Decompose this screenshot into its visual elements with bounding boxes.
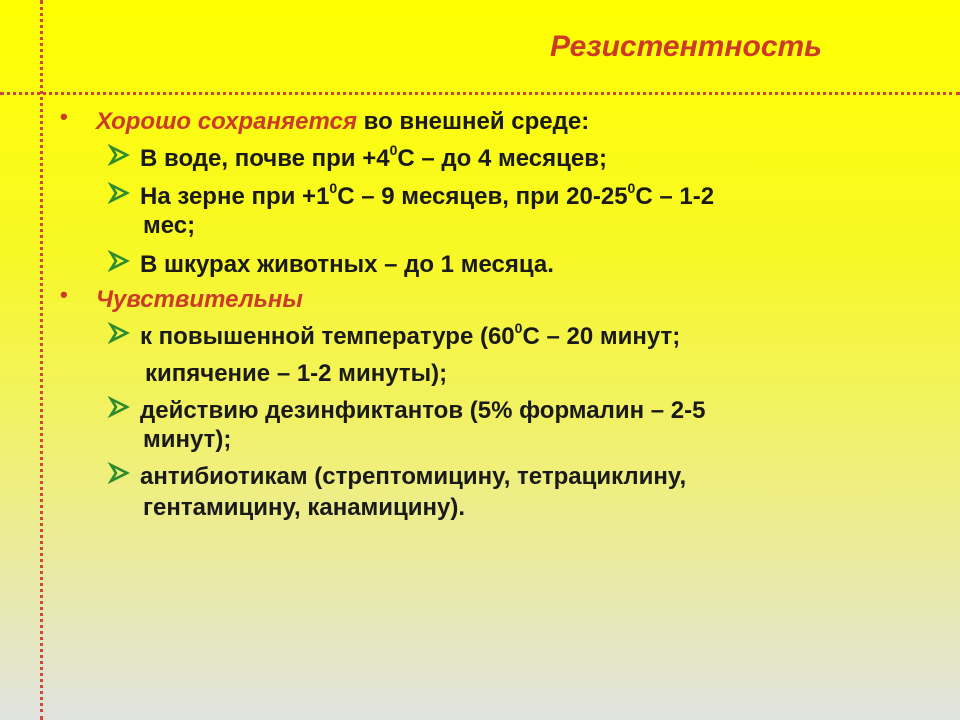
sub-item-grain-continued: мес; [143, 212, 196, 239]
emphasis-text: Чувствительны [96, 286, 303, 313]
chevron-arrow-icon [108, 322, 130, 344]
bullet-dot-icon: • [60, 104, 68, 129]
bullet-text: во внешней среде: [357, 108, 590, 135]
sub-item-boiling: кипячение – 1-2 минуты); [145, 360, 448, 387]
chevron-arrow-icon [108, 182, 130, 204]
bullet-dot-icon: • [60, 282, 68, 307]
slide-title: Резистентность [550, 30, 822, 63]
chevron-arrow-icon [108, 144, 130, 166]
chevron-arrow-icon [108, 396, 130, 418]
slide-content: • Хорошо сохраняется во внешней среде: В воде, почве при $+4^0С$ – до 4 месяцев; На зерне при $+1^0С - 9$ месяцев, при $20-25^0С - 1-2$ мес; В шкурах животных – до 1 месяца. • Чувствительны к повышенной температуре ($60^0С - 20$ минут; кипячение – 1-2 минуты); действию дезинфиктантов (5% формалин – 2-5 минут); антибиотикам (стрептомицину, тетрациклину, гентамицину, канамицину). [60, 104, 715, 521]
chevron-arrow-icon [108, 250, 130, 272]
sub-item-antibiotics-continued: гентамицину, канамицину). [143, 494, 466, 521]
sub-item-disinfectants-continued: минут); [143, 426, 232, 453]
chevron-arrow-icon [108, 462, 130, 484]
emphasis-text: Хорошо сохраняется [96, 108, 357, 135]
